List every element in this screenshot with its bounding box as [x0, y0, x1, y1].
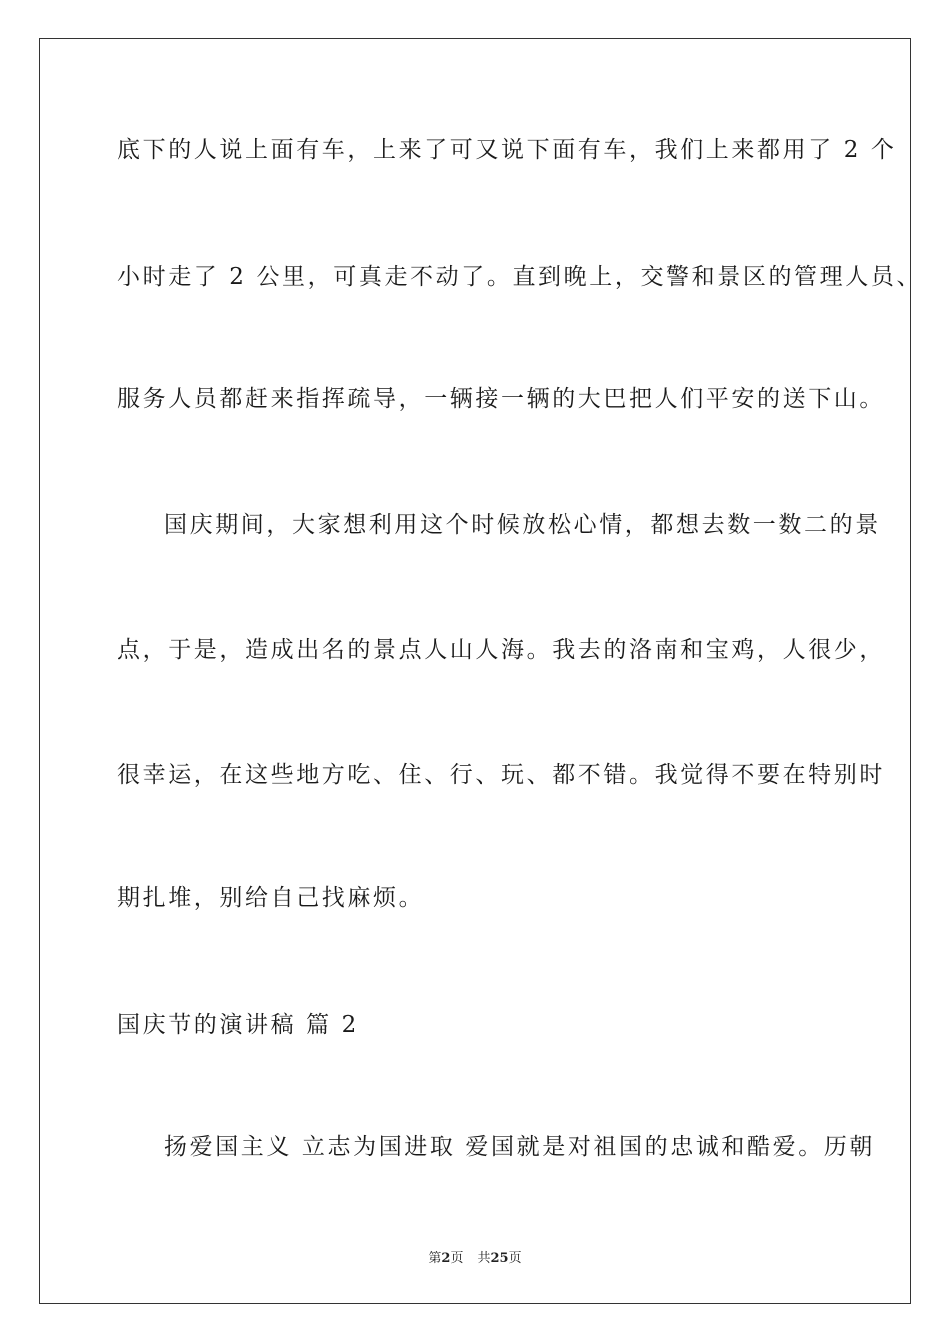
body-line-5: 点，于是，造成出名的景点人山人海。我去的洛南和宝鸡，人很少，: [117, 637, 885, 663]
body-line-3: 服务人员都赶来指挥疏导，一辆接一辆的大巴把人们平安的送下山。: [117, 386, 885, 412]
page-footer: [0, 1247, 950, 1266]
body-line-1: 底下的人说上面有车，上来了可又说下面有车，我们上来都用了 2 个: [117, 137, 897, 163]
footer-page-prefix: 第: [428, 1251, 442, 1266]
page-border: [39, 38, 911, 1304]
footer-page-suffix: 页: [450, 1251, 464, 1266]
footer-total-suffix: 页: [508, 1251, 522, 1266]
footer-page-number: 2: [441, 1251, 451, 1266]
body-line-6: 很幸运，在这些地方吃、住、行、玩、都不错。我觉得不要在特别时: [117, 762, 885, 788]
section-heading: 国庆节的演讲稿 篇 2: [117, 1012, 359, 1038]
footer-total-prefix: 共: [477, 1251, 491, 1266]
body-line-9: 扬爱国主义 立志为国进取 爱国就是对祖国的忠诚和酷爱。历朝: [164, 1134, 876, 1160]
body-line-2: 小时走了 2 公里，可真走不动了。直到晚上，交警和景区的管理人员、: [117, 264, 923, 290]
body-line-4: 国庆期间，大家想利用这个时候放松心情，都想去数一数二的景: [164, 512, 881, 538]
body-line-7: 期扎堆，别给自己找麻烦。: [117, 885, 425, 911]
footer-total-pages: 25: [490, 1251, 509, 1266]
